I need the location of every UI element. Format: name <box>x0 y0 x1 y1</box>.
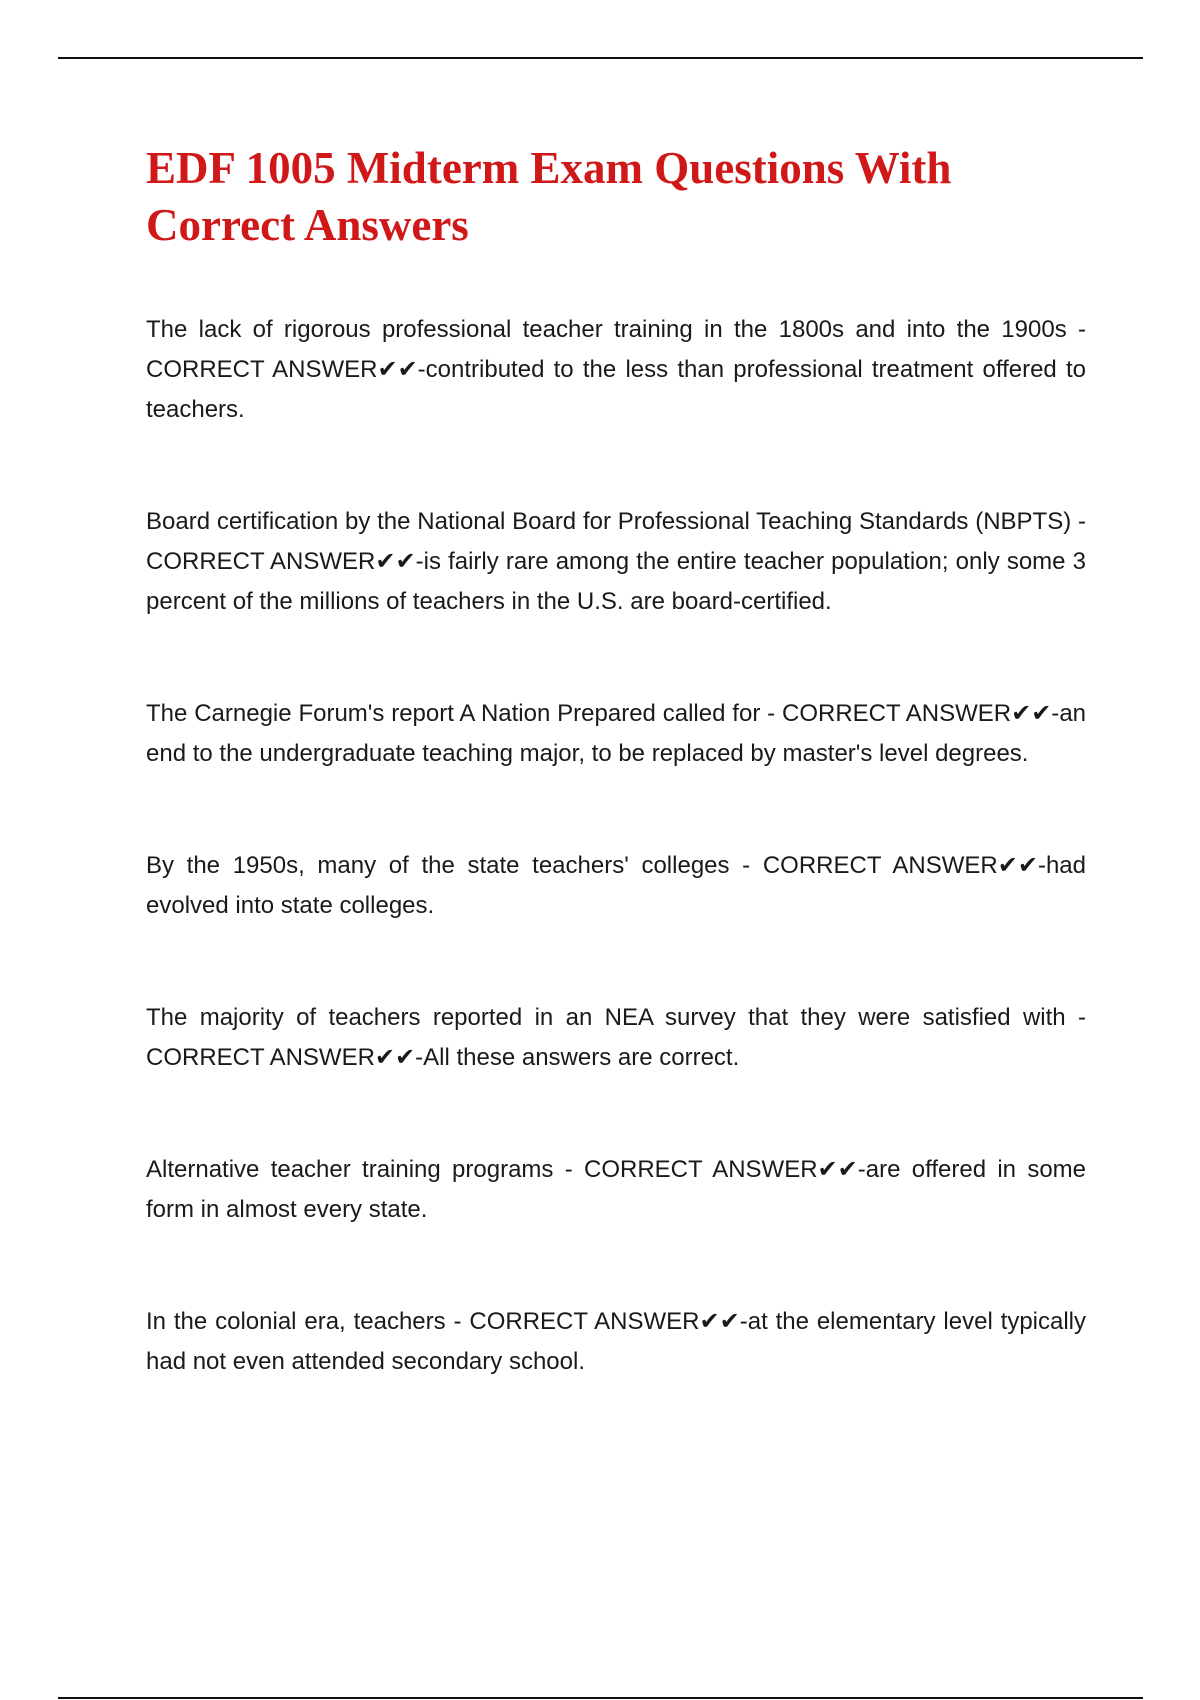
answer-marker: - CORRECT ANSWER✔✔- <box>760 700 1060 727</box>
answer-marker: - CORRECT ANSWER✔✔- <box>729 852 1046 879</box>
answer-marker: - CORRECT ANSWER✔✔- <box>445 1308 748 1335</box>
document-title: EDF 1005 Midterm Exam Questions With Correct Answers <box>146 143 952 250</box>
footer-rule <box>58 1697 1143 1699</box>
question-text: By the 1950s, many of the state teachers' colleges <box>146 852 730 879</box>
question-text: In the colonial era, teachers <box>146 1308 446 1335</box>
answer-text: had evolved into state colleges. <box>146 852 1086 919</box>
question-text: The lack of rigorous professional teacher training in the 1800s and into the 1900s <box>146 316 1067 343</box>
question-text: Board certification by the National Board for Professional Teaching Standards (NBPTS) <box>146 508 1072 535</box>
qa-item <box>146 1150 1086 1230</box>
qa-item <box>146 1302 1086 1382</box>
header-rule <box>58 57 1143 59</box>
qa-item <box>146 694 1086 774</box>
answer-marker: - CORRECT ANSWER✔✔- <box>553 1156 866 1183</box>
qa-item <box>146 310 1086 430</box>
answer-text: are offered in some form in almost every state. <box>146 1156 1087 1223</box>
qa-item <box>146 998 1086 1078</box>
answer-text: contributed to the less than professional treatment offered to teachers. <box>146 356 1086 423</box>
answer-marker: - CORRECT ANSWER✔✔- <box>146 316 1086 383</box>
question-text: Alternative teacher training programs <box>146 1156 554 1183</box>
answer-text: All these answers are correct. <box>423 1044 740 1071</box>
answer-marker: - CORRECT ANSWER✔✔- <box>146 1004 1086 1071</box>
answer-text: at the elementary level typically had not even attended secondary school. <box>146 1308 1087 1375</box>
question-text: The majority of teachers reported in an NEA survey that they were satisfied with <box>146 1004 1066 1031</box>
document-body <box>146 140 1086 1454</box>
answer-text: is fairly rare among the entire teacher population; only some 3 percent of the millions of teachers in the U.S. are board-certified. <box>146 548 1087 615</box>
answer-text: an end to the undergraduate teaching major, to be replaced by master's level degrees. <box>146 700 1087 767</box>
answer-marker: - CORRECT ANSWER✔✔- <box>146 508 1086 575</box>
question-text: The Carnegie Forum's report A Nation Prepared called for <box>146 700 761 727</box>
qa-item <box>146 846 1086 926</box>
qa-item <box>146 502 1086 622</box>
